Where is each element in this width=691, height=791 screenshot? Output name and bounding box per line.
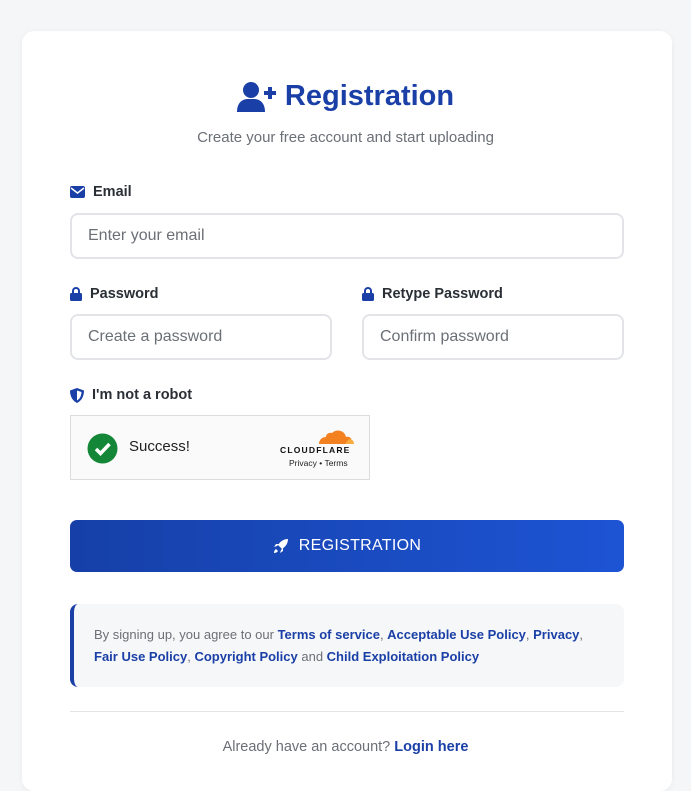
terms-of-service-link[interactable]: Terms of service	[277, 627, 380, 642]
retype-password-label: Retype Password	[362, 286, 503, 302]
acceptable-use-link[interactable]: Acceptable Use Policy	[387, 627, 526, 642]
captcha-privacy-link[interactable]: Privacy	[289, 458, 317, 468]
divider	[70, 711, 624, 712]
copyright-link[interactable]: Copyright Policy	[194, 649, 298, 664]
fair-use-link[interactable]: Fair Use Policy	[94, 649, 188, 664]
password-input[interactable]: Create a password	[70, 314, 332, 360]
lock-icon	[362, 287, 374, 301]
registration-button[interactable]: REGISTRATION	[70, 520, 624, 572]
child-exploitation-link[interactable]: Child Exploitation Policy	[326, 649, 480, 664]
envelope-icon	[70, 186, 85, 198]
cloudflare-brand: CLOUDFLARE	[280, 445, 351, 455]
captcha-terms-link[interactable]: Terms	[324, 458, 348, 468]
lock-icon	[70, 287, 82, 301]
robot-label: I'm not a robot	[70, 387, 192, 403]
email-input[interactable]: Enter your email	[70, 213, 624, 259]
email-label: Email	[70, 184, 132, 200]
login-prompt: Already have an account? Login here	[222, 739, 469, 755]
terms-notice: By signing up, you agree to our Terms of service, Acceptable Use Policy, Privacy, Fair Use Policy, Copyright Policy and Child Exploitation Policy	[70, 604, 624, 687]
page-subtitle: Create your free account and start uploading	[197, 129, 494, 146]
password-label: Password	[70, 286, 159, 302]
rocket-icon	[273, 538, 289, 554]
separator: •	[319, 458, 323, 468]
turnstile-captcha[interactable]	[70, 415, 370, 480]
captcha-status: Success!	[129, 438, 190, 455]
cloudflare-logo	[317, 428, 355, 444]
page-title: Registration	[0, 80, 691, 113]
retype-password-input[interactable]: Confirm password	[362, 314, 624, 360]
privacy-link[interactable]: Privacy	[533, 627, 580, 642]
login-link[interactable]: Login here	[394, 739, 469, 755]
check-circle-icon	[87, 433, 118, 464]
user-plus-icon	[237, 81, 277, 113]
shield-icon	[70, 388, 84, 403]
